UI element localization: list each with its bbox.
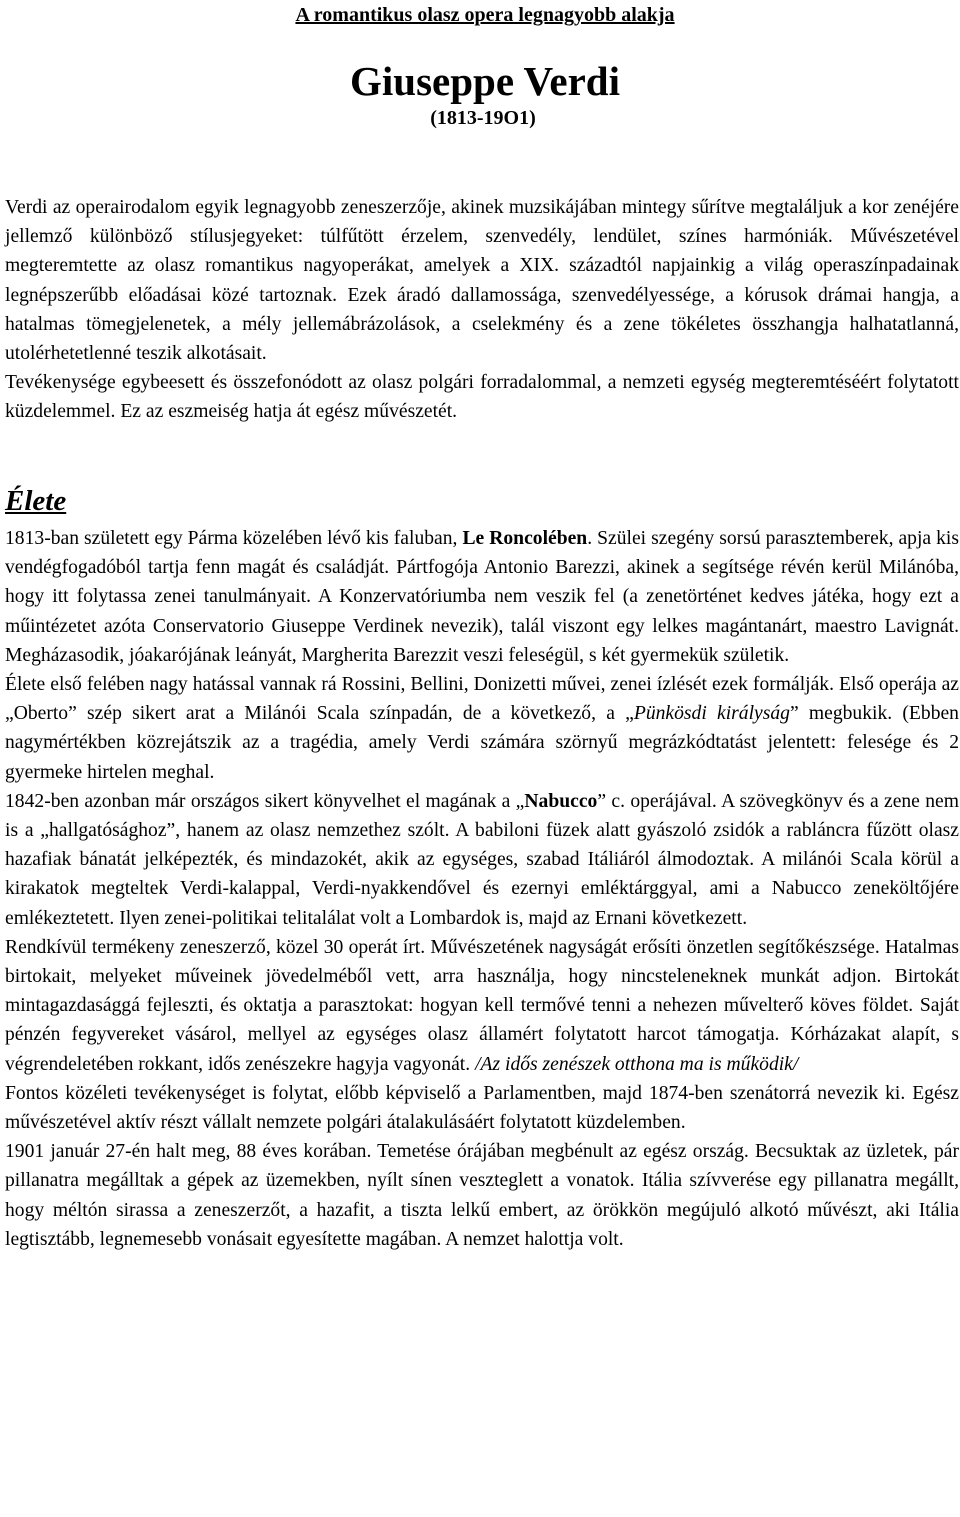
- document-kicker: A romantikus olasz opera legnagyobb alakja: [295, 4, 675, 26]
- place-name: Le Roncolében: [462, 528, 588, 549]
- text-run: Élete első felében nagy hatással vannak rá Rossini, Bellini, Donizetti művei, zenei ízlését ezek formálják. Első operája az „Oberto” szép sikert arat a Milánói Scala színpadán, de a következő, a „: [5, 674, 959, 725]
- intro-paragraph: Tevékenysége egybeesett és összefonódott az olasz polgári forradalommal, a nemzeti egység megteremtéséért folytatott küzdelemmel. Ez az eszmeiség hatja át egész művészetét.: [5, 372, 959, 423]
- text-run: 1813-ban született egy Párma közelében lévő kis faluban,: [5, 528, 463, 549]
- life-paragraph: [5, 524, 959, 670]
- text-run: ” c. operájával. A szövegkönyv és a zene nem is a „hallgatósághoz”, hanem az olasz nemzethez szólt. A babiloni füzek alatt gyászoló zsidók a rabláncra fűzött olasz hazafiak bánatát jelképezték, és mindazokét, akik az egységes, szabad Itáliáról álmodoztak. A milánói Scala körül a kirakatok megteltek Verdi-kalappal, Verdi-nyakkendővel és ezernyi emléktárggyal, ami a Nabucco zeneköltőjére emlékeztetett. Ilyen zenei-politikai telitalálat volt a Lombardok is, majd az Ernani következett.: [5, 790, 959, 929]
- intro-section: [5, 193, 959, 427]
- intro-paragraph: Verdi az operairodalom egyik legnagyobb zeneszerzője, akinek muzsikájában mintegy sűrítve megtaláljuk a kor zenéjére jellemző különböző stílusjegyeket: túlfűtött érzelem, szenvedély, lendület, színes harmóniák. Művészetével megteremtette az olasz romantikus nagyoperákat, amelyek a XIX. századtól napjainkig a világ operaszínpadainak legnépszerűbb előadásai közé tartoznak. Ezek áradó dallamossága, szenvedélyessége, a kórusok drámai hangja, a hatalmas tömegjelenetek, a mély jellemábrázolások, a cselekmény és a zene tökéletes összhangja halhatatlanná, utolérhetetlenné teszik alkotásait.: [5, 197, 959, 365]
- life-dates: (1813-19O1): [430, 107, 536, 129]
- life-paragraph: [5, 787, 959, 933]
- text-run: ” megbukik. (Ebben nagymértékben közrejátszik az a tragédia, amely Verdi számára szörnyű megrázkódtatást jelentett: felesége és 2 gyermeke hirtelen meghal.: [5, 703, 959, 783]
- opera-title: Pünkösdi királyság: [633, 703, 790, 725]
- text-run: . Szülei szegény sorsú parasztemberek, apja kis vendégfogadóból tartja fenn magát és családját. Pártfogója Antonio Barezzi, akinek a segítsége révén kerül Milánóba, hogy itt folytassa zenei tanulmányait. A Konzervatóriumba nem veszik fel (a zenetörténet kedves játéka, hogy ezt a műintézetet azóta Conservatorio Giuseppe Verdinek nevezik), talál viszont egy lelkes magántanárt, maestro Lavignát. Megházasodik, jóakarójának leányát, Margherita Barezzit veszi feleségül, s két gyermekük születik.: [5, 528, 959, 666]
- document-title: Giuseppe Verdi: [350, 58, 620, 104]
- life-paragraph: Fontos közéleti tevékenységet is folytat, előbb képviselő a Parlamentben, majd 1874-ben szenátorrá nevezik ki. Egész művészetével aktív részt vállalt nemzete polgári átalakulásáért folytatott küzdelemben.: [5, 1082, 959, 1134]
- opera-title: Nabucco: [524, 790, 598, 812]
- life-paragraph: [5, 670, 959, 787]
- text-run: Rendkívül termékeny zeneszerző, közel 30 operát írt. Művészetének nagyságát erősíti önzetlen segítőkészsége. Hatalmas birtokait, melyeket műveinek jövedelméből vett, arra használja, hogy nincsteleneknek munkát adjon. Birtokát mintagazdasággá fejleszti, és oktatja a parasztokat: hogyan kell termővé tenni a nehezen művelterő köves földet. Saját pénzén fegyvereket vásárol, mellyel az egységes olasz államért folytatott harcot támogatja. Kórházakat alapít, s végrendeletében rokkant, idős zenészekre hagyja vagyonát.: [5, 936, 959, 1075]
- life-paragraph: 1901 január 27-én halt meg, 88 éves korában. Temetése órájában megbénult az egész ország. Becsuktak az üzletek, pár pillanatra megálltak a gépek az üzemekben, nyílt sínen veszteglett a vonatok. Itália szívverése egy pillanatra megállt, hogy méltón sirassa a zeneszerzőt, a hazafit, a tiszta lelkű embert, az örökkön megújuló alkotó művészt, aki Itália legtisztább, legnemesebb vonásait egyesítette magában. A nemzet halottja volt.: [5, 1141, 959, 1250]
- life-paragraph: [5, 933, 959, 1079]
- text-run: 1842-ben azonban már országos sikert könyvelhet el magának a „: [5, 790, 525, 812]
- life-section: [5, 524, 959, 1254]
- aside-note: /Az idős zenészek otthona ma is működik/: [475, 1053, 799, 1075]
- section-heading-life: Élete: [5, 485, 67, 517]
